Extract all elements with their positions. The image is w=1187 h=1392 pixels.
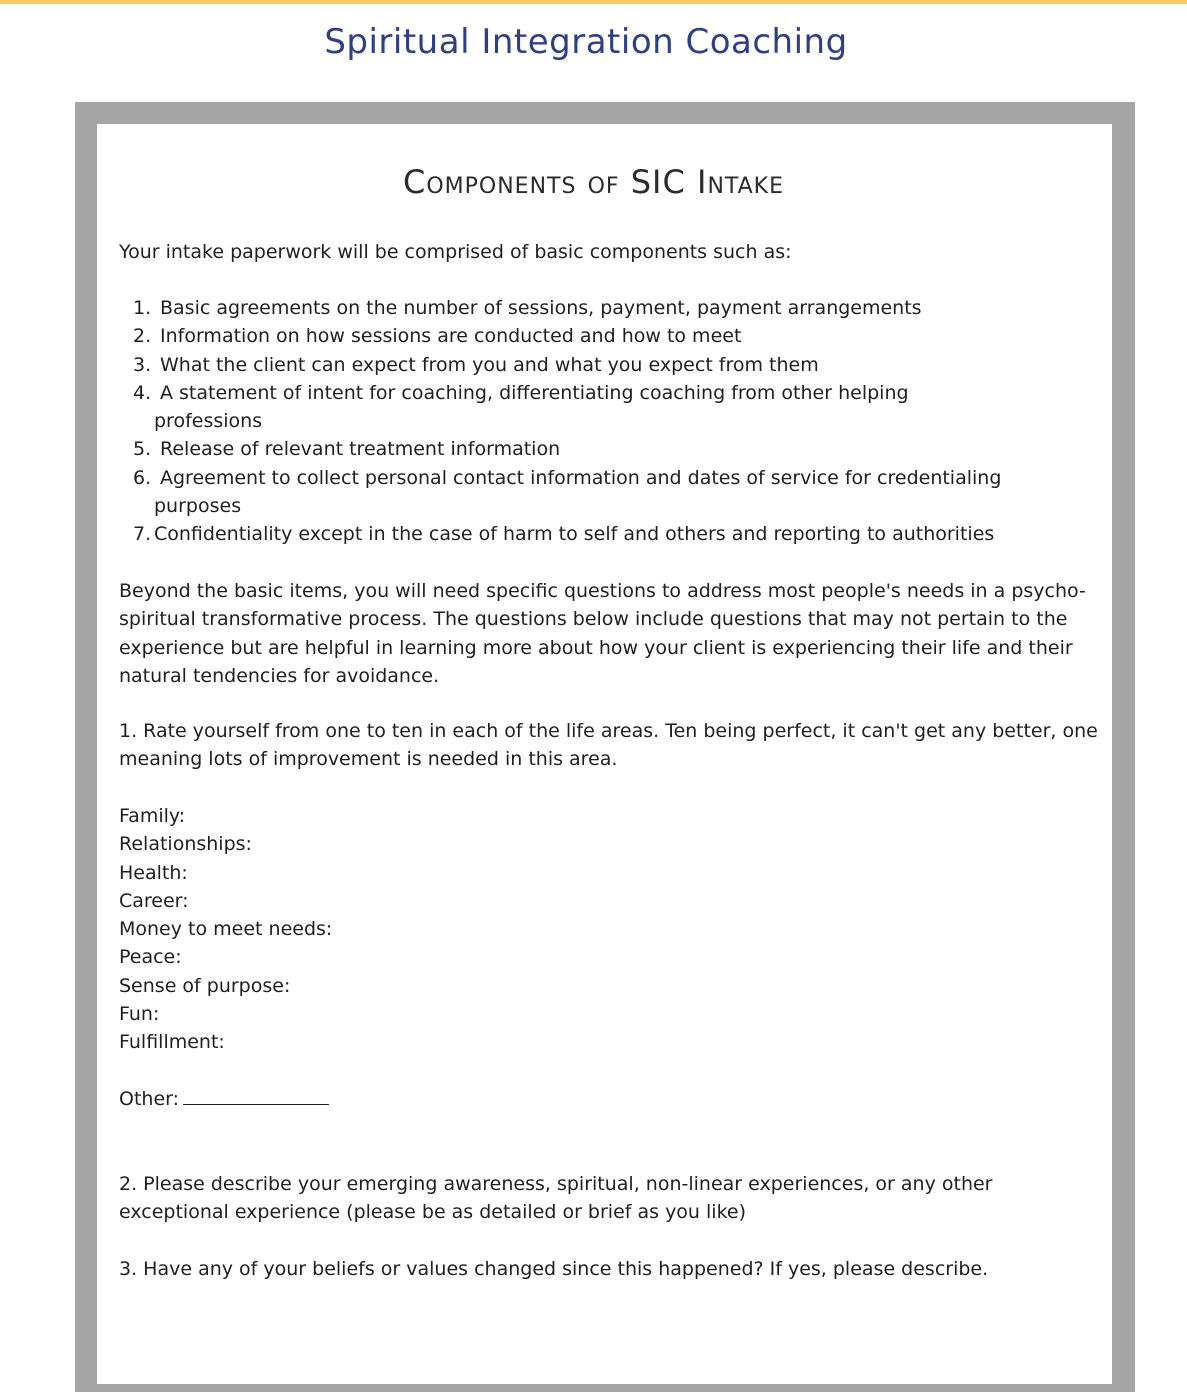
list-item-text: What the client can expect from you and what you expect from them bbox=[160, 353, 819, 376]
document-title: Components of SIC Intake bbox=[402, 163, 785, 201]
list-item-number: 1. bbox=[133, 297, 152, 319]
list-item-text: Release of relevant treatment information bbox=[160, 438, 561, 461]
life-areas-list bbox=[119, 802, 1099, 1057]
list-item-text: A statement of intent for coaching, differentiating coaching from other helping bbox=[160, 381, 909, 404]
list-item-text: Basic agreements on the number of sessions, payment, payment arrangements bbox=[160, 297, 922, 319]
list-item bbox=[119, 435, 1099, 463]
list-item bbox=[119, 379, 1099, 436]
question-1: 1. Rate yourself from one to ten in each of the life areas. Ten being perfect, it can't get any better, one meaning lots of improvement is needed in this area. bbox=[119, 720, 1098, 771]
list-item-number: 6. bbox=[133, 466, 152, 489]
other-blank-line bbox=[183, 1086, 329, 1105]
list-item-text: Agreement to collect personal contact information and dates of service for credentialing bbox=[160, 466, 1002, 489]
question-3: 3. Have any of your beliefs or values changed since this happened? If yes, please describe. bbox=[119, 1258, 989, 1280]
life-area-fun: Fun: bbox=[119, 1003, 160, 1026]
other-label: Other: bbox=[119, 1088, 180, 1110]
life-area-family: Family: bbox=[119, 805, 186, 827]
life-area-peace: Peace: bbox=[119, 946, 182, 969]
list-item bbox=[119, 351, 1099, 379]
list-item-number: 5. bbox=[133, 438, 152, 461]
list-item bbox=[119, 520, 1099, 548]
list-item bbox=[119, 294, 1099, 322]
list-item-continuation: purposes bbox=[154, 495, 242, 518]
list-item-number: 7. bbox=[133, 523, 152, 546]
beyond-paragraph: Beyond the basic items, you will need specific questions to address most people's needs in a psycho-spiritual transformative process. The questions below include questions that may not pertain to the experience but are helpful in learning more about how your client is experiencing their life and their natural tendencies for avoidance. bbox=[119, 580, 1086, 687]
list-item-number: 3. bbox=[133, 353, 152, 376]
components-list bbox=[119, 294, 1099, 549]
list-item-number: 4. bbox=[133, 381, 152, 404]
life-area-money: Money to meet needs: bbox=[119, 918, 333, 941]
life-area-purpose: Sense of purpose: bbox=[119, 974, 291, 997]
intro-paragraph: Your intake paperwork will be comprised of basic components such as: bbox=[119, 241, 792, 263]
list-item bbox=[119, 322, 1099, 350]
life-area-career: Career: bbox=[119, 889, 189, 912]
list-item-text: Information on how sessions are conducted and how to meet bbox=[160, 325, 742, 348]
list-item bbox=[119, 464, 1099, 521]
list-item-number: 2. bbox=[133, 325, 152, 348]
question-2: 2. Please describe your emerging awareness, spiritual, non-linear experiences, or any other exceptional experience (please be as detailed or brief as you like) bbox=[119, 1173, 993, 1224]
list-item-continuation: professions bbox=[154, 410, 263, 433]
top-accent-rule bbox=[0, 0, 1187, 4]
other-row bbox=[119, 1085, 1099, 1113]
site-title: Spiritual Integration Coaching bbox=[324, 22, 848, 62]
list-item-text: Confidentiality except in the case of harm to self and others and reporting to authorities bbox=[154, 523, 995, 546]
life-area-health: Health: bbox=[119, 861, 188, 884]
life-area-fulfillment: Fulfillment: bbox=[119, 1031, 225, 1054]
life-area-relationships: Relationships: bbox=[119, 833, 252, 856]
